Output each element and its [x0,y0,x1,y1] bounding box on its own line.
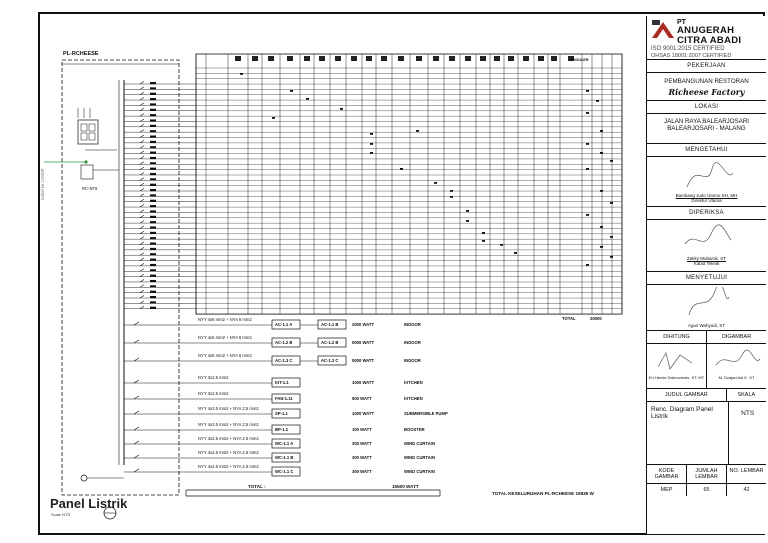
breaker-tag [150,275,156,277]
menyetujui-signature-block [647,285,766,331]
breaker-symbol [140,285,144,288]
breaker-tag [150,103,156,105]
signature-icon [677,222,737,254]
circuit-watt: 1000 WATT [352,411,375,416]
breaker-tag [150,210,156,212]
header-symbol-icon [480,56,486,61]
breaker-symbol [140,301,144,304]
main-breaker-box [78,120,98,144]
breaker-symbol [140,98,144,101]
breaker-tag [150,248,156,250]
signature-icon [677,287,737,321]
schedule-mark [370,152,373,154]
company-logo-icon [652,20,674,38]
breaker-symbol [134,340,139,343]
schedule-mark [466,210,469,212]
schedule-mark [610,160,613,162]
header-symbol-icon [268,56,274,61]
circuit-cable-spec: NYY 4x2.5 mm2 + NYA 2.5 mm2 [198,406,259,411]
schedule-frame [196,54,622,314]
breaker-tag [150,226,156,228]
circuit-cable-spec: NYY 3x2.5 mm2 [198,391,229,396]
header-symbol-icon [523,56,529,61]
breaker-tag [150,178,156,180]
meter-box [81,165,93,179]
schedule-mark [600,130,603,132]
diperiksa-role: Kabid Teknik [693,261,720,266]
schedule-mark [600,190,603,192]
dihitung-label: DIHITUNG [663,334,690,340]
circuit-load: INDOOR [404,340,421,345]
mengetahui-signature-block [647,157,766,207]
breaker-symbol [140,279,144,282]
circuit-load: INDOOR [404,358,421,363]
header-symbol-icon [508,56,514,61]
breaker-tag [150,114,156,116]
circuit-load: SUBMERSIBLE PUMP [404,411,448,416]
circuit-mcb-label: FAN-1.11 [275,396,293,401]
breaker-symbol [140,92,144,95]
breaker-tag [150,200,156,202]
schedule-mark [482,232,485,234]
incoming-cable-label: Kabel ke LVMDP [40,168,45,200]
circuit-watt: 1000 WATT [352,380,375,385]
schedule-mark [596,100,599,102]
schedule-mark [450,196,453,198]
circuit-watt: 100 WATT [352,427,372,432]
breaker-symbol [140,199,144,202]
circuit-watt: 5000 WATT [352,358,375,363]
dihitung-digambar-header [647,331,766,344]
schedule-total-value: 20000 [590,316,602,321]
pekerjaan-block [647,73,766,101]
breaker-symbol [140,247,144,250]
circuit-mcb-label: AC-1.1 A [275,322,293,327]
breaker-symbol [140,306,144,309]
circuit-mcb-label: BP-1.1 [275,427,289,432]
kode-label: KODE GAMBAR [654,468,679,480]
skala-value: NTS [728,402,766,464]
breaker-symbol [140,194,144,197]
schedule-mark [610,202,613,204]
judul-label: JUDUL GAMBAR [664,392,708,398]
breaker-symbol [134,411,139,414]
schedule-mark [586,90,589,92]
schedule-mark [600,246,603,248]
diperiksa-signature-block [647,220,766,272]
schedule-total-label: TOTAL [562,316,576,321]
breaker-symbol [140,253,144,256]
breaker-tag [150,162,156,164]
diperiksa-name: Zakky Mubarok, ST [686,256,726,261]
breaker-tag [150,259,156,261]
schedule-mark [290,90,293,92]
iso-cert-1: ISO 9001:2015 CERTIFIED [651,46,725,52]
company-name-1: ANUGERAH [677,25,735,36]
breaker-symbol [134,469,139,472]
signature-icon [652,347,702,373]
circuit-mcb-label: AC-1.2 B [275,340,293,345]
circuit-mcb-label: WC-1.1 B [275,455,294,460]
schedule-mark [416,130,419,132]
signature-icon [677,159,737,191]
schedule-mark [272,117,275,119]
jumlah-label: JUMLAH LEMBAR [686,465,726,483]
breaker-symbol [140,124,144,127]
circuit-watt: 300 WATT [352,441,372,446]
breaker-symbol [140,103,144,106]
breaker-tag [150,221,156,223]
header-symbol-icon [551,56,557,61]
kode-value: MEP [660,487,673,493]
breaker-tag [150,285,156,287]
menyetujui-label: MENYETUJUI [647,272,766,285]
schedule-mark [586,168,589,170]
schedule-mark [466,220,469,222]
breaker-symbol [134,322,139,325]
breaker-symbol [140,263,144,266]
circuit-cable-spec: NYY 4x6 mm2 + NYA 6 mm2 [198,335,252,340]
breaker-tag [150,253,156,255]
breaker-symbol [140,274,144,277]
kode-values [647,484,766,496]
circuit-watt: 5000 WATT [352,340,375,345]
circuit-mcb-label: WC-1.1 A [275,441,294,446]
header-symbol-icon [366,56,372,61]
brand-logo: Richeese Factory [668,87,745,97]
breaker-tag [150,157,156,159]
digambar-cell [706,344,766,388]
breaker-symbol [134,427,139,430]
breaker-tag [150,136,156,138]
lokasi-value: JALAN RAYA BALEARJOSARI BALEARJOSARI - MALANG [647,114,766,144]
circuit-cable-spec: NYY 4x2.5 mm2 + NYA 2.5 mm2 [198,422,259,427]
schedule-mark [450,190,453,192]
breaker-tag [150,152,156,154]
schedule-mark [600,226,603,228]
overall-total: TOTAL KESELURUHAN PL-RCHEESE 19836 W [492,491,594,496]
digambar-name: M. Dzajad Adi K, ST [718,375,755,380]
breaker-symbol [140,82,144,85]
breaker-symbol [140,269,144,272]
breaker-tag [150,301,156,303]
breaker-symbol [140,108,144,111]
circuit-mcb-label: WC-1.1 C [275,469,294,474]
breaker-tag [150,130,156,132]
breaker-symbol [140,135,144,138]
circuit-watt: 500 WATT [352,396,372,401]
kode-header [647,465,766,484]
breaker-tag [150,232,156,234]
breaker-tag [150,146,156,148]
circuit-cable-spec: NYY 4x2.5 mm2 + NYA 2.5 mm2 [198,436,259,441]
breaker-symbol [140,183,144,186]
schedule-mark [586,112,589,114]
breaker-symbol [140,296,144,299]
schedule-mark [600,152,603,154]
breaker-tag [150,269,156,271]
header-symbol-icon [304,56,310,61]
circuit-load: BOOSTER [404,427,425,432]
circuit-mcb-out-label: AC-1.2 B [321,340,339,345]
pekerjaan-label: PEKERJAAN [647,60,766,73]
circuit-watt: 300 WATT [352,469,372,474]
breaker-symbol [140,242,144,245]
breaker-tag [150,119,156,121]
company-prefix: PT [677,19,686,26]
circuit-mcb-label: SP-1.1 [275,411,288,416]
header-symbol-icon [287,56,293,61]
schedule-mark [434,182,437,184]
iso-cert-2: OHSAS 18001:2007 CERTIFIED [651,53,732,59]
breaker-tag [150,194,156,196]
breaker-symbol [140,258,144,261]
schedule-mark [514,252,517,254]
pekerjaan-value: PEMBANGUNAN RESTORAN [664,78,749,85]
breaker-tag [150,184,156,186]
circuit-load: KITCHEN [404,396,423,401]
breaker-symbol [134,455,139,458]
circuit-load: WIND CURTAIN [404,455,435,460]
breaker-symbol [140,178,144,181]
breaker-tag [150,291,156,293]
breaker-tag [150,173,156,175]
schedule-mark [500,244,503,246]
breaker-symbol [134,441,139,444]
schedule-mark [240,73,243,75]
schedule-mark [306,98,309,100]
circuit-watt: 2000 WATT [352,322,375,327]
ground-symbol [81,475,87,481]
breaker-tag [150,296,156,298]
header-symbol-icon [494,56,500,61]
schedule-header-right: REGULER [570,58,589,62]
panel-sub-label: RC-NT6 [82,186,98,191]
breaker-tag [150,307,156,309]
circuit-mcb-label: AC-1.3 C [275,358,293,363]
breaker-symbol [140,87,144,90]
circuit-load: KITCHEN [404,380,423,385]
judul-skala-header [647,389,766,402]
dihitung-name: Eri Hervie Dwinovianto, ST, MT [648,375,705,380]
breaker-tag [150,109,156,111]
company-logo-block [647,16,766,60]
no-value: 42 [726,484,766,496]
breaker-symbol [140,237,144,240]
north-symbol-icon [102,505,118,521]
circuit-watt: 300 WATT [352,455,372,460]
circuit-cable-spec: NYY 4x2.5 mm2 + NYA 2.5 mm2 [198,464,259,469]
breaker-tag [150,82,156,84]
breaker-tag [150,264,156,266]
breaker-tag [150,93,156,95]
company-name-2: CITRA ABADI [677,35,742,46]
breaker-tag [150,87,156,89]
breaker-tag [150,237,156,239]
breaker-symbol [140,210,144,213]
diperiksa-label: DIPERIKSA [647,207,766,220]
total-label: TOTAL : [248,484,266,489]
header-symbol-icon [398,56,404,61]
header-symbol-icon [335,56,341,61]
header-symbol-icon [252,56,258,61]
schedule-mark [370,143,373,145]
circuit-cable-spec: NYY 4x6 mm2 + NYA 6 mm2 [198,353,252,358]
breaker-symbol [140,151,144,154]
circuit-mcb-out-label: AC-1.1 B [321,322,339,327]
header-symbol-icon [433,56,439,61]
total-value: 15500 WATT [392,484,419,489]
mengetahui-role: Direktur Utama [691,198,722,203]
breaker-symbol [140,189,144,192]
menyetujui-name: Agus Wahyudi, ST [687,323,726,328]
header-symbol-icon [449,56,455,61]
circuit-mcb-out-label: AC-1.3 C [321,358,339,363]
header-symbol-icon [381,56,387,61]
breaker-tag [150,280,156,282]
header-symbol-icon [319,56,325,61]
header-symbol-icon [538,56,544,61]
breaker-symbol [140,114,144,117]
schedule-mark [400,168,403,170]
breaker-tag [150,141,156,143]
circuit-cable-spec: NYY 3x2.5 mm2 [198,375,229,380]
breaker-symbol [140,146,144,149]
dihitung-cell [647,344,706,388]
dihitung-digambar-signatures [647,344,766,389]
schedule-mark [610,256,613,258]
breaker-symbol [140,231,144,234]
header-symbol-icon [351,56,357,61]
digambar-label: DIGAMBAR [706,331,766,343]
schedule-mark [586,143,589,145]
panel-name: PL-RCHEESE [63,51,99,57]
signature-icon [712,347,762,373]
judul-skala-values [647,402,766,465]
breaker-symbol [134,396,139,399]
no-label: NO. LEMBAR [726,465,766,483]
breaker-symbol [140,167,144,170]
circuit-load: WIND CURTAIN [404,441,435,446]
schedule-mark [586,264,589,266]
schedule-mark [340,108,343,110]
breaker-symbol [140,172,144,175]
breaker-symbol [140,215,144,218]
breaker-symbol [140,205,144,208]
breaker-symbol [140,226,144,229]
breaker-symbol [140,290,144,293]
schedule-mark [610,236,613,238]
breaker-symbol [140,130,144,133]
breaker-symbol [134,380,139,383]
breaker-tag [150,205,156,207]
schedule-mark [370,133,373,135]
skala-label: SKALA [726,389,766,401]
mengetahui-name: Bambang Judo Utomo SH, MH [675,193,738,198]
mengetahui-label: MENGETAHUI [647,144,766,157]
breaker-tag [150,168,156,170]
drawing-title: Panel Listrik [50,496,128,511]
breaker-tag [150,243,156,245]
circuit-cable-spec: NYY 4x2.5 mm2 + NYA 2.5 mm2 [198,450,259,455]
judul-value: Renc. Diagram Panel Listrik [651,406,713,420]
breaker-symbol [134,358,139,361]
breaker-symbol [140,119,144,122]
header-symbol-icon [235,56,241,61]
circuit-load: WIND CURTAIN [404,469,435,474]
title-block [646,16,766,534]
breaker-tag [150,189,156,191]
breaker-tag [150,216,156,218]
schedule-mark [482,240,485,242]
circuit-cable-spec: NYY 4x6 mm2 + NYA 6 mm2 [198,317,252,322]
circuit-mcb-label: KIT-1.1 [275,380,289,385]
schedule-mark [586,214,589,216]
branch-breaker-rows [124,82,196,309]
breaker-symbol [140,140,144,143]
breaker-symbol [140,162,144,165]
breaker-tag [150,98,156,100]
breaker-tag [150,125,156,127]
drawing-subtitle: Scale NTS [51,512,71,517]
lokasi-label: LOKASI [647,101,766,114]
header-symbol-icon [416,56,422,61]
breaker-symbol [140,156,144,159]
jumlah-value: 65 [686,484,726,496]
load-schedule-table [196,54,622,314]
header-symbol-icon [465,56,471,61]
circuit-load: INDOOR [404,322,421,327]
breaker-symbol [140,221,144,224]
